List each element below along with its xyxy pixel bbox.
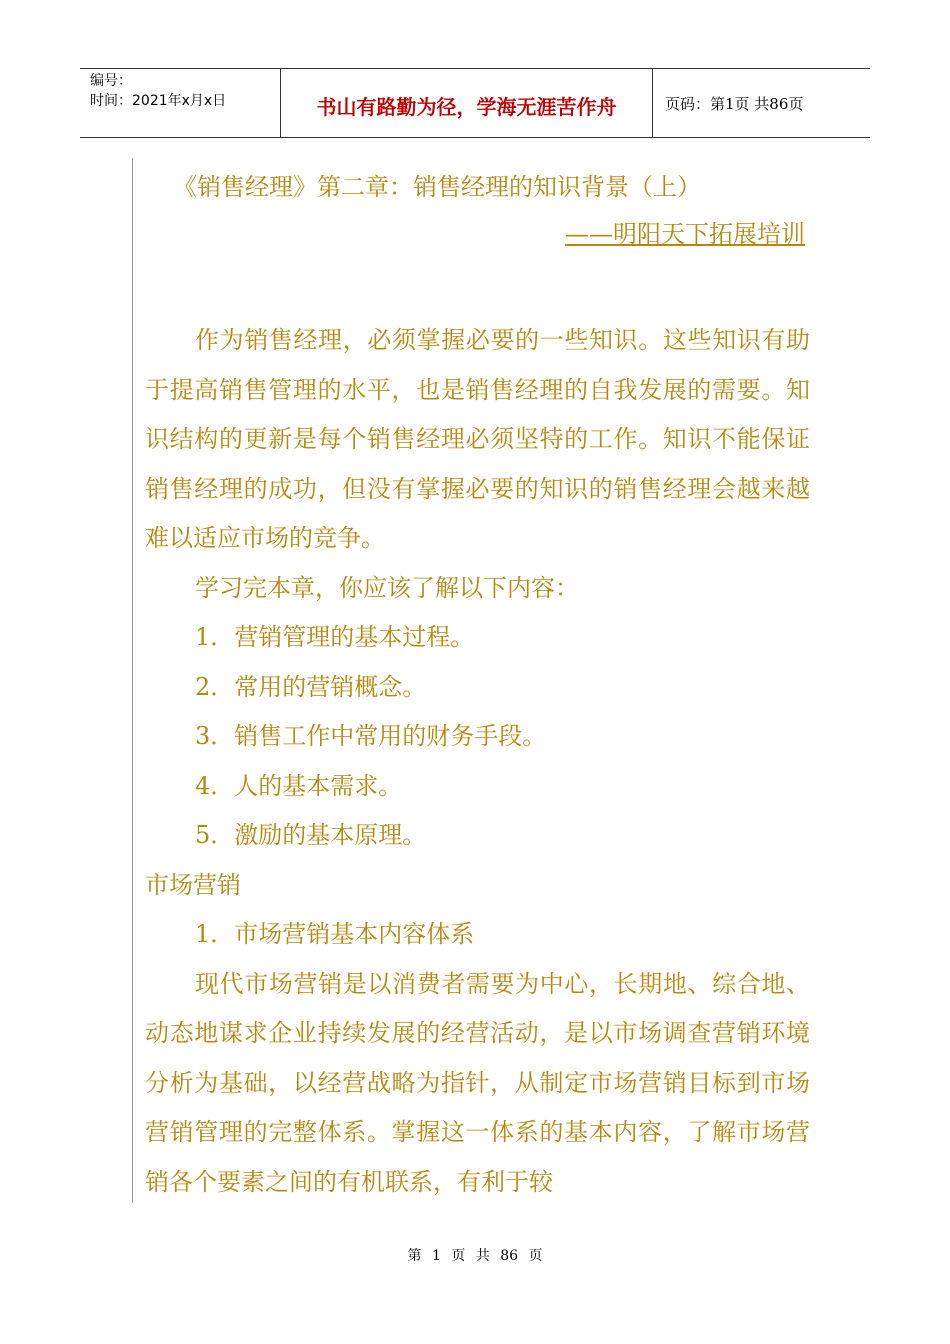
document-subtitle: ——明阳天下拓展培训 <box>565 220 805 248</box>
left-margin-rule <box>132 158 133 1203</box>
page-footer: 第 1 页 共 86 页 <box>407 1248 543 1264</box>
number-label: 编号： <box>90 73 132 89</box>
subsection-heading: 1．市场营销基本内容体系 <box>195 920 475 948</box>
list-item: 1．营销管理的基本过程。 <box>195 623 475 651</box>
header-motto: 书山有路勤为径，学海无涯苦作舟 <box>281 69 653 137</box>
date-label: 时间：2021年x月x日 <box>90 93 227 109</box>
learn-intro: 学习完本章，你应该了解以下内容： <box>195 573 579 602</box>
document-title: 《销售经理》第二章：销售经理的知识背景（上） <box>173 173 701 201</box>
body-paragraph: 现代市场营销是以消费者需要为中心，长期地、综合地、动态地谋求企业持续发展的经营活动，是以市场调查营销环境分析为基础，以经营战略为指针，从制定市场营销目标到市场营销管理的完整体系。掌握这一体系的基本内容，了解市场营销各个要素之间的有机联系，有利于较 <box>145 969 810 1196</box>
intro-paragraph: 作为销售经理，必须掌握必要的一些知识。这些知识有助于提高销售管理的水平，也是销售经理的自我发展的需要。知识结构的更新是每个销售经理必须坚特的工作。知识不能保证销售经理的成功，但没有掌握必要的知识的销售经理会越来越难以适应市场的竞争。 <box>145 326 810 552</box>
blank-line <box>145 254 810 316</box>
header-meta-cell <box>80 69 281 137</box>
document-body <box>145 168 810 1207</box>
list-item: 2．常用的营销概念。 <box>195 672 427 701</box>
section-heading: 市场营销 <box>145 870 241 899</box>
page-header <box>80 68 870 138</box>
header-page-info: 页码：第1页 共86页 <box>665 94 804 113</box>
list-item: 5．激励的基本原理。 <box>195 821 427 849</box>
list-item: 4．人的基本需求。 <box>195 771 403 800</box>
list-item: 3．销售工作中常用的财务手段。 <box>195 722 547 750</box>
